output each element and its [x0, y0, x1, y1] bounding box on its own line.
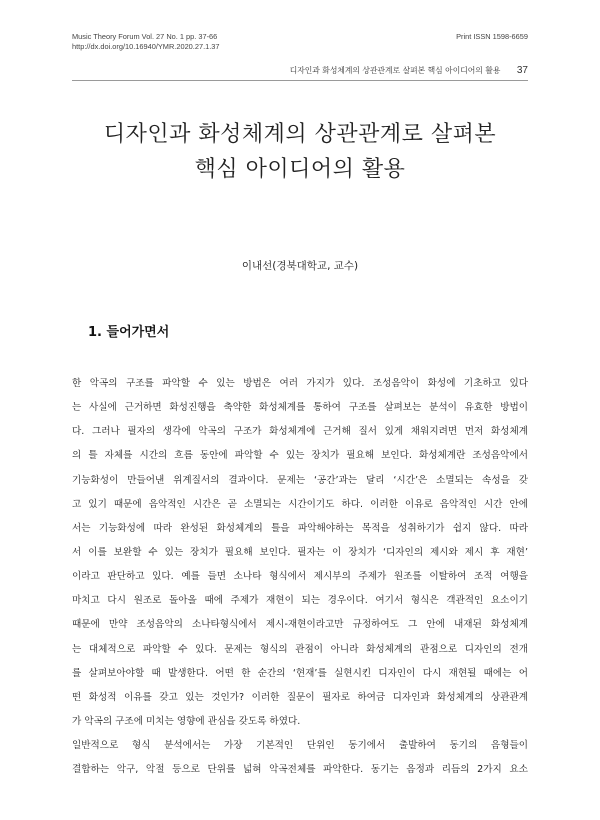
text-line: 가 악곡의 구조에 미치는 영향에 관심을 갖도록 하였다. [72, 715, 301, 727]
journal-citation: Music Theory Forum Vol. 27 No. 1 pp. 37-66 [72, 32, 218, 41]
header-rule [72, 80, 528, 81]
text-line: 결합하는 악구, 악절 등으로 단위를 넓혀 악곡전체를 파악한다. 동기는 음정과 리듬의 2가지 요소 [72, 764, 528, 776]
text-line: 를 살펴보아야할 때 발생한다. 어떤 한 순간의 ‘현재’를 실현시킨 디자인이 다시 재현될 때에는 어 [72, 667, 528, 679]
page-number: 37 [516, 65, 528, 76]
text-line: 다. 그러나 필자의 생각에 악곡의 구조가 화성체계에 근거해 질서 있게 채워지려면 먼저 화성체계 [72, 426, 528, 438]
text-line: 는 대체적으로 파악할 수 있다. 문제는 형식의 관점이 아니라 화성체계의 관점으로 디자인의 전개 [72, 643, 528, 655]
text-line: 의 틀 자체를 시간의 흐름 동안에 파악할 수 있는 장치가 필요해 보인다. 화성체계란 조성음악에서 [72, 450, 528, 462]
running-title: 디자인과 화성체계의 상관관계로 살펴본 핵심 아이디어의 활용 [289, 66, 501, 75]
text-line: 한 악곡의 구조를 파악할 수 있는 방법은 여러 가지가 있다. 조성음악이 화성에 기초하고 있다 [72, 378, 528, 389]
text-line: 일반적으로 형식 분석에서는 가장 기본적인 단위인 동기에서 출발하여 동기의 음형들이 [72, 740, 528, 752]
running-head [290, 65, 528, 76]
title-line-2: 핵심 아이디어의 활용 [194, 157, 406, 182]
author-byline: 이내선(경북대학교, 교수) [241, 260, 359, 272]
text-line: 떤 화성적 이유를 갖고 있는 것인가? 이러한 질문이 필자로 하여금 디자인과 화성체계의 상관관계 [72, 691, 528, 703]
text-line: 서 이를 보완할 수 있는 장치가 필요해 보인다. 필자는 이 장치가 ‘디자인의 제시와 제시 후 재현’ [72, 546, 528, 558]
section-heading: 1. 들어가면서 [88, 325, 170, 340]
journal-info [72, 32, 220, 51]
paragraph-1 [72, 372, 528, 734]
body-text [72, 372, 528, 782]
issn: Print ISSN 1598-6659 [456, 32, 528, 41]
text-line: 기능화성이 만들어낸 위계질서의 결과이다. 문제는 ‘공간’과는 달리 ‘시간’은 소멸되는 속성을 갖 [72, 474, 528, 486]
text-line: 이라고 판단하고 있다. 예를 들면 소나타 형식에서 제시부의 주제가 원조를 이탈하여 조적 여행을 [72, 571, 528, 583]
article-title [0, 117, 600, 187]
paragraph-2 [72, 734, 528, 782]
text-line: 마치고 다시 원조로 돌아올 때에 주제가 재현이 되는 경우이다. 여기서 형식은 객관적인 요소이기 [72, 595, 528, 607]
text-line: 는 사실에 근거하면 화성진행을 축약한 화성체계를 통하여 구조를 살펴보는 분석이 유효한 방법이 [72, 402, 528, 414]
text-line: 서는 기능화성에 따라 완성된 화성체계의 틀을 파악해야하는 목적을 성취하기가 쉽지 않다. 따라 [72, 522, 528, 534]
text-line: 고 있기 때문에 음악적인 시간은 곧 소멸되는 시간이기도 하다. 이러한 이유로 음악적인 시간 안에 [72, 498, 528, 510]
text-line: 때문에 만약 조성음악의 소나타형식에서 제시-재현이라고만 규정하여도 그 안에 내재된 화성체계 [72, 619, 528, 631]
title-line-1: 디자인과 화성체계의 상관관계로 살펴본 [103, 122, 497, 147]
doi-link[interactable]: http://dx.doi.org/10.16940/YMR.2020.27.1.37 [72, 41, 220, 51]
